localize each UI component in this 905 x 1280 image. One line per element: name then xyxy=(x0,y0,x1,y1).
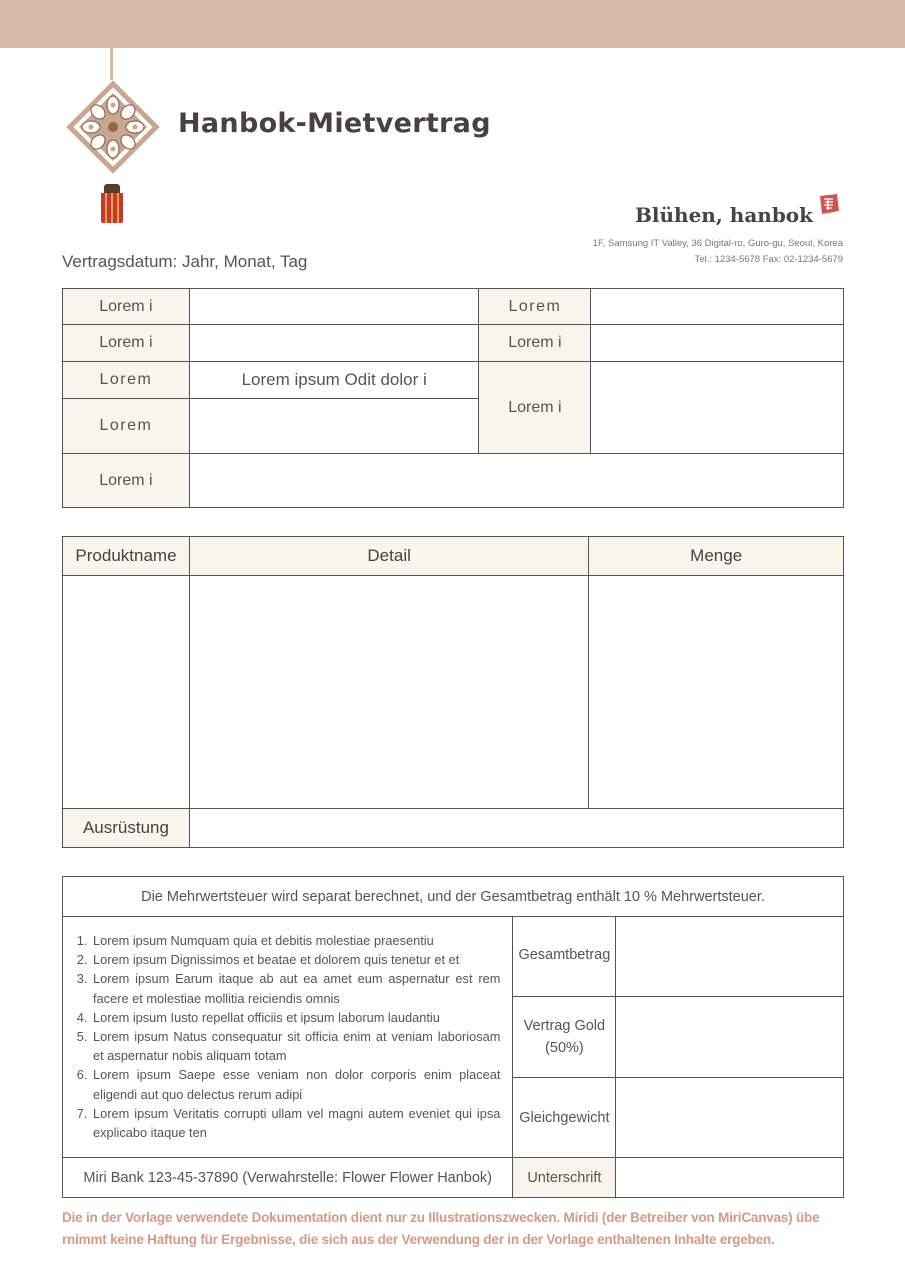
seal-stamp-icon xyxy=(817,192,841,216)
address-line: 1F, Samsung IT Valley, 36 Digital-ro, Guro-gu, Seoul, Korea xyxy=(592,238,843,249)
product-name-header: Produktname xyxy=(63,537,190,576)
document-title: Hanbok-Mietvertrag xyxy=(178,108,491,139)
deposit-label-line: (50%) xyxy=(545,1040,584,1056)
brand-name: Blühen, hanbok xyxy=(635,203,813,227)
equipment-cell[interactable] xyxy=(189,809,843,848)
vat-note: Die Mehrwertsteuer wird separat berechnet, und der Gesamtbetrag enthält 10 % Mehrwertsteuer. xyxy=(63,877,844,917)
info-value-cell[interactable] xyxy=(189,289,479,325)
top-decorative-band xyxy=(0,0,905,48)
detail-cell[interactable] xyxy=(189,576,588,809)
term-item: 4. Lorem ipsum Iusto repellat officiis et ipsum laborum laudantiu xyxy=(91,1008,500,1027)
terms-list xyxy=(75,931,500,1142)
term-item: 1. Lorem ipsum Numquam quia et debitis molestiae praesentiu xyxy=(91,931,500,950)
disclaimer-line: rnimmt keine Haftung für Ergebnisse, die sich aus der Verwendung der in der Vorlage enthaltenen Inhalte ergeben. xyxy=(62,1232,775,1247)
ornament-string xyxy=(110,0,113,80)
contract-date: Vertragsdatum: Jahr, Monat, Tag xyxy=(62,252,308,271)
disclaimer xyxy=(62,1207,852,1251)
balance-cell[interactable] xyxy=(616,1078,844,1158)
quantity-header: Menge xyxy=(589,537,844,576)
info-value-cell[interactable] xyxy=(591,362,844,454)
info-label: Lorem xyxy=(63,399,190,454)
tassel-icon xyxy=(101,193,123,223)
term-item: 5. Lorem ipsum Natus consequatur sit officia enim at veniam laboriosam et aspernatur nobis aliquam totam xyxy=(91,1027,500,1065)
contact-line: Tel.: 1234-5678 Fax: 02-1234-5679 xyxy=(694,254,843,265)
product-name-cell[interactable] xyxy=(63,576,190,809)
info-value-cell[interactable] xyxy=(189,399,479,454)
deposit-label xyxy=(513,997,616,1078)
info-value-cell[interactable] xyxy=(591,325,844,362)
company-address xyxy=(593,236,843,268)
terms-cell xyxy=(63,917,513,1158)
deposit-cell[interactable] xyxy=(616,997,844,1078)
equipment-label: Ausrüstung xyxy=(63,809,190,848)
total-amount-label: Gesamtbetrag xyxy=(513,917,616,997)
info-label: Lorem i xyxy=(63,454,190,508)
term-item: 2. Lorem ipsum Dignissimos et beatae et dolorem quis tenetur et et xyxy=(91,950,500,969)
info-value-cell[interactable] xyxy=(591,289,844,325)
deposit-label-line: Vertrag Gold xyxy=(523,1018,606,1034)
customer-info-table xyxy=(62,288,844,508)
info-label: Lorem i xyxy=(479,325,591,362)
info-value-cell[interactable] xyxy=(189,325,479,362)
info-value-cell[interactable] xyxy=(189,454,843,508)
info-label: Lorem i xyxy=(479,362,591,454)
term-item: 3. Lorem ipsum Earum itaque ab aut ea amet eum aspernatur est rem facere et molestiae mollitia reiciendis omnis xyxy=(91,969,500,1007)
disclaimer-line: Die in der Vorlage verwendete Dokumentation dient nur zu Illustrationszwecken. Miridi (der Betreiber von MiriCanvas) übe xyxy=(62,1210,820,1225)
detail-header: Detail xyxy=(189,537,588,576)
term-item: 7. Lorem ipsum Veritatis corrupti ullam vel magni autem eveniet qui ipsa explicabo itaque ten xyxy=(91,1104,500,1142)
signature-label: Unterschrift xyxy=(513,1158,616,1198)
total-amount-cell[interactable] xyxy=(616,917,844,997)
quantity-cell[interactable] xyxy=(589,576,844,809)
payment-summary-table xyxy=(62,876,844,1198)
info-label: Lorem xyxy=(479,289,591,325)
info-value-cell[interactable]: Lorem ipsum Odit dolor i xyxy=(189,362,479,399)
signature-cell[interactable] xyxy=(616,1158,844,1198)
hanbok-ornament-icon xyxy=(58,72,168,182)
info-label: Lorem xyxy=(63,362,190,399)
bank-info: Miri Bank 123-45-37890 (Verwahrstelle: Flower Flower Hanbok) xyxy=(63,1158,513,1198)
product-table xyxy=(62,536,844,848)
balance-label: Gleichgewicht xyxy=(513,1078,616,1158)
term-item: 6. Lorem ipsum Saepe esse veniam non dolor corporis enim placeat eligendi aut quo delectus rerum adipi xyxy=(91,1065,500,1103)
info-label: Lorem i xyxy=(63,325,190,362)
info-label: Lorem i xyxy=(63,289,190,325)
